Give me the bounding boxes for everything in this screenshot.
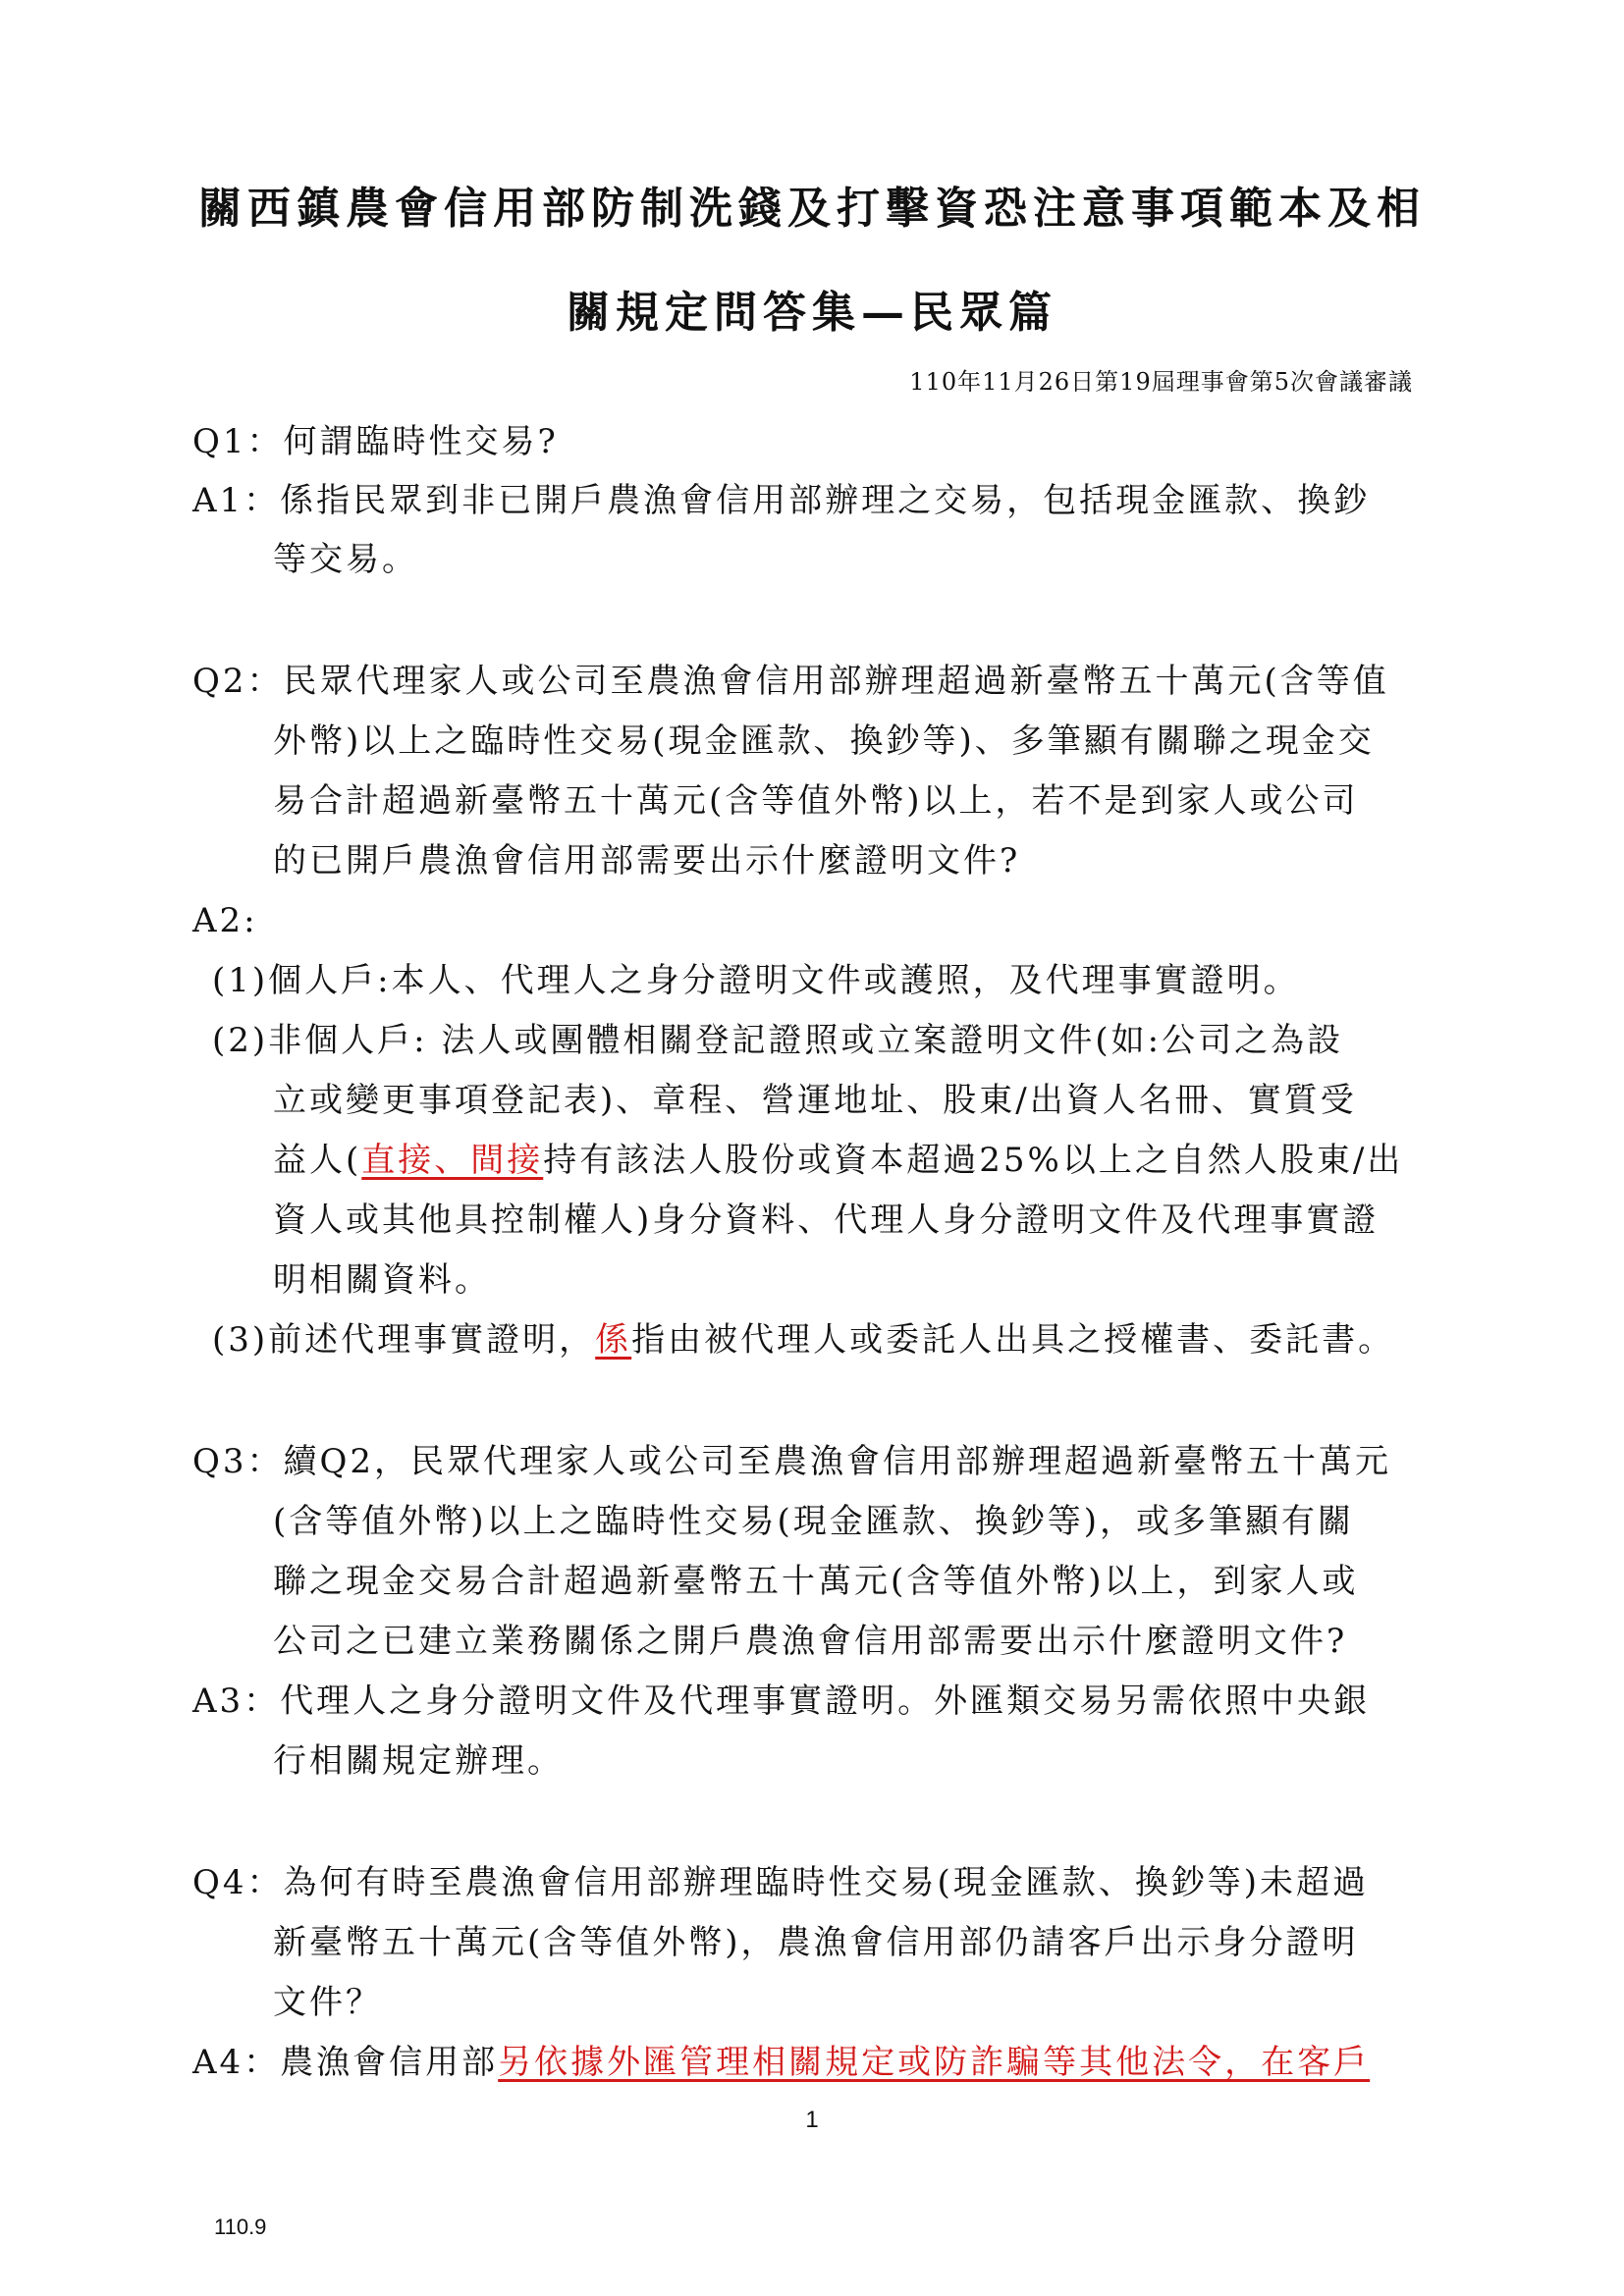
highlighted-revision: 係 [595, 1320, 632, 1360]
question-3-line4: 公司之已建立業務關係之開戶農漁會信用部需要出示什麼證明文件? [273, 1622, 1348, 1661]
question-4-line2: 新臺幣五十萬元(含等值外幣)，農漁會信用部仍請客戶出示身分證明 [273, 1923, 1359, 1962]
answer-2-item2-line5: 明相關資料。 [273, 1260, 491, 1300]
question-2-line1: Q2：民眾代理家人或公司至農漁會信用部辦理超過新臺幣五十萬元(含等值 [192, 662, 1389, 701]
answer-2-item2-line3 [273, 1139, 1403, 1182]
footer-version: 110.9 [214, 2215, 267, 2239]
highlighted-revision: 另依據外匯管理相關規定或防詐騙等其他法令，在客戶 [498, 2043, 1371, 2082]
item2-line3-text: 益人( [273, 1141, 362, 1180]
answer-2-item2-line4: 資人或其他具控制權人)身分資料、代理人身分證明文件及代理事實證 [273, 1201, 1380, 1240]
question-3-line3: 聯之現金交易合計超過新臺幣五十萬元(含等值外幣)以上，到家人或 [273, 1562, 1359, 1601]
question-2-line2: 外幣)以上之臨時性交易(現金匯款、換鈔等)、多筆顯有關聯之現金交 [273, 721, 1375, 761]
document-title-line1: 關西鎮農會信用部防制洗錢及打擊資恐注意事項範本及相 [198, 184, 1426, 234]
question-2-line3: 易合計超過新臺幣五十萬元(含等值外幣)以上，若不是到家人或公司 [273, 781, 1359, 821]
answer-2-label: A2: [192, 901, 258, 940]
answer-3-line1: A3：代理人之身分證明文件及代理事實證明。外匯類交易另需依照中央銀 [192, 1682, 1371, 1721]
item3-text: 指由被代理人或委託人出具之授權書、委託書。 [631, 1320, 1395, 1360]
meeting-approval-note: 110年11月26日第19屆理事會第5次會議審議 [909, 368, 1413, 396]
answer-2-item2-line2: 立或變更事項登記表)、章程、營運地址、股東/出資人名冊、實質受 [273, 1081, 1357, 1120]
question-4-line1: Q4：為何有時至農漁會信用部辦理臨時性交易(現金匯款、換鈔等)未超過 [192, 1863, 1370, 1902]
answer-2-item1: (1)個人戶:本人、代理人之身分證明文件或護照，及代理事實證明。 [212, 961, 1300, 1000]
answer-2-item2-line1: (2)非個人戶: 法人或團體相關登記證照或立案證明文件(如:公司之為設 [212, 1021, 1344, 1060]
answer-1-line1: A1：係指民眾到非已開戶農漁會信用部辦理之交易，包括現金匯款、換鈔 [192, 481, 1371, 520]
page-number: 1 [805, 2107, 819, 2133]
question-3-line1: Q3：續Q2，民眾代理家人或公司至農漁會信用部辦理超過新臺幣五十萬元 [192, 1442, 1392, 1481]
answer-2-item3 [212, 1318, 1394, 1362]
item2-line3-text: 持有該法人股份或資本超過25%以上之自然人股東/出 [543, 1141, 1404, 1180]
answer-3-line2: 行相關規定辦理。 [273, 1741, 564, 1781]
question-1: Q1：何謂臨時性交易? [192, 422, 559, 461]
highlighted-revision: 直接、間接 [361, 1141, 544, 1180]
document-title-line2: 關規定問答集—民眾篇 [567, 288, 1057, 338]
answer-1-line2: 等交易。 [273, 540, 418, 579]
item3-text: (3)前述代理事實證明， [212, 1320, 596, 1360]
answer-4-text: A4：農漁會信用部 [192, 2043, 499, 2082]
question-2-line4: 的已開戶農漁會信用部需要出示什麼證明文件? [273, 841, 1021, 881]
answer-4-line1 [192, 2041, 1370, 2084]
question-4-line3: 文件？ [273, 1983, 382, 2022]
question-3-line2: (含等值外幣)以上之臨時性交易(現金匯款、換鈔等)，或多筆顯有關 [273, 1502, 1355, 1541]
